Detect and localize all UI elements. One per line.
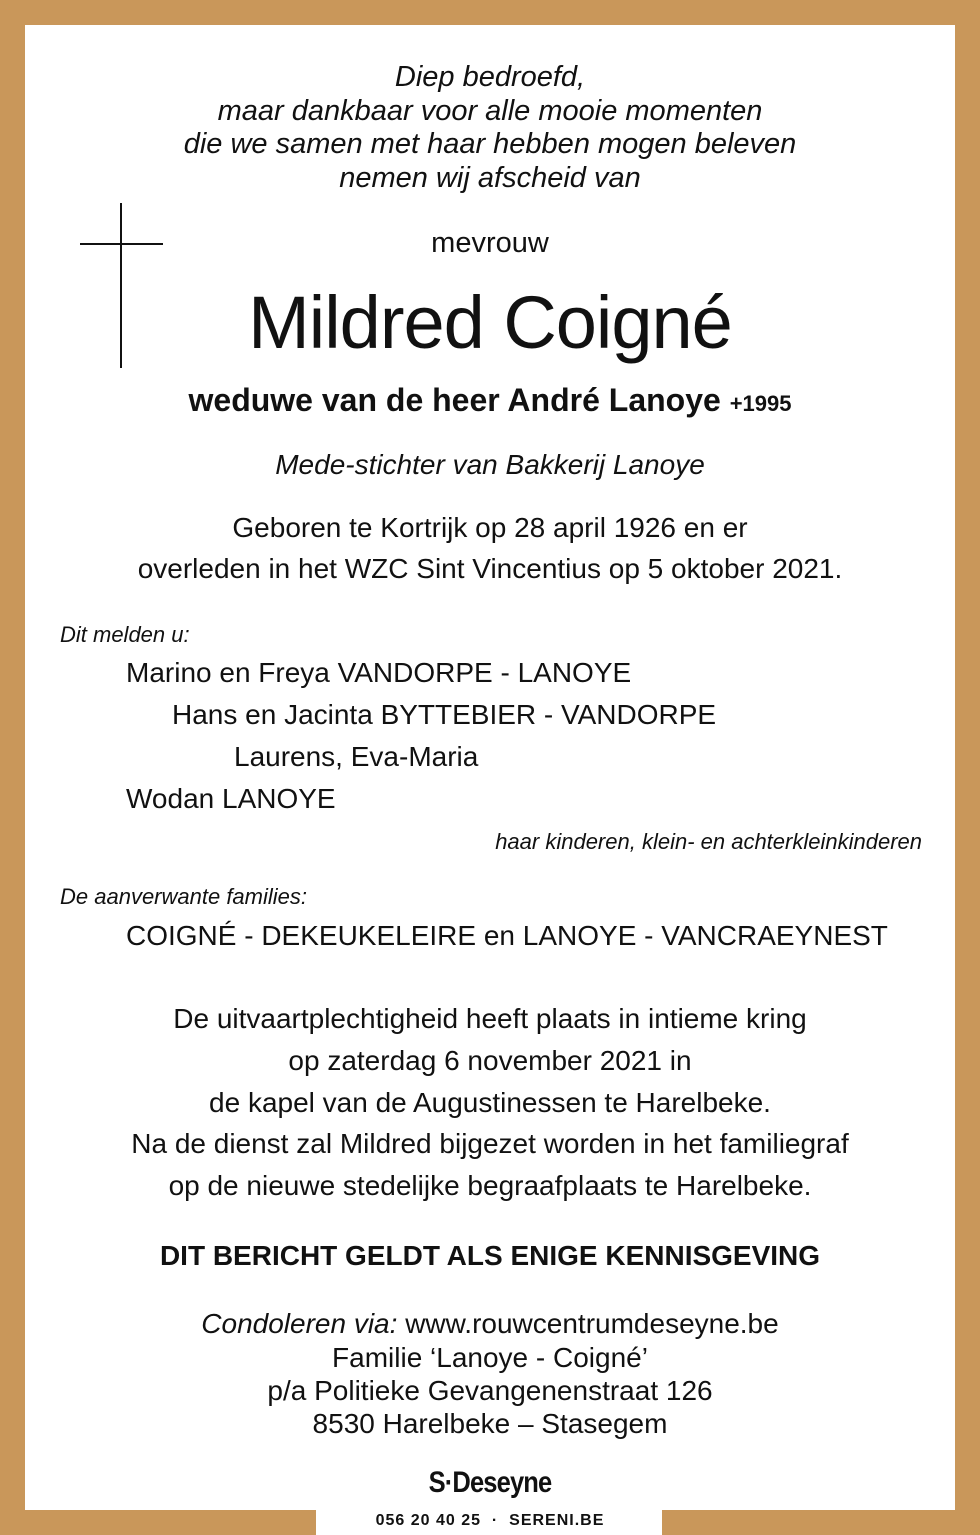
widow-of-text: weduwe van de heer André Lanoye <box>188 382 721 418</box>
intro-line: maar dankbaar voor alle mooie momenten <box>217 95 763 127</box>
funeral-home-logo: S·Deseyne <box>428 1466 552 1499</box>
condolence-line <box>0 1308 980 1340</box>
birth-death-line: overleden in het WZC Sint Vincentius op 5 oktober 2021. <box>137 553 843 584</box>
announcer: Laurens, Eva-Maria <box>234 741 479 772</box>
intro-line: Diep bedroefd, <box>394 61 586 93</box>
notice-statement: DIT BERICHT GELDT ALS ENIGE KENNISGEVING <box>159 1240 821 1271</box>
condolence-label: Condoleren via: <box>201 1308 398 1339</box>
announcer: Hans en Jacinta BYTTEBIER - VANDORPE <box>172 699 717 730</box>
address-line: p/a Politieke Gevangenenstraat 126 <box>267 1375 713 1406</box>
families: COIGNÉ - DEKEUKELEIRE en LANOYE - VANCRAEYNEST <box>126 920 888 951</box>
ceremony-line: de kapel van de Augustinessen te Harelbeke. <box>209 1087 771 1118</box>
condolence-url[interactable]: www.rouwcentrumdeseyne.be <box>405 1308 779 1339</box>
address-line: Familie ‘Lanoye - Coigné’ <box>332 1342 648 1373</box>
deceased-name: Mildred Coigné <box>248 281 732 364</box>
ceremony-line: op de nieuwe stedelijke begraafplaats te Harelbeke. <box>168 1170 812 1201</box>
footer-contact <box>0 1512 980 1530</box>
address-line: 8530 Harelbeke – Stasegem <box>312 1408 668 1439</box>
announcers-relation: haar kinderen, klein- en achterkleinkinderen <box>495 829 922 854</box>
ceremony-line: op zaterdag 6 november 2021 in <box>288 1045 692 1076</box>
birth-death-line: Geboren te Kortrijk op 28 april 1926 en er <box>232 512 748 543</box>
widow-of <box>0 382 980 419</box>
role: Mede-stichter van Bakkerij Lanoye <box>275 449 705 480</box>
footer-separator: · <box>491 1512 499 1529</box>
intro-line: nemen wij afscheid van <box>339 162 641 194</box>
families-label: De aanverwante families: <box>60 884 308 909</box>
widow-death-year: +1995 <box>729 391 792 416</box>
announcer: Marino en Freya VANDORPE - LANOYE <box>126 657 632 688</box>
footer-phone: 056 20 40 25 <box>375 1512 482 1529</box>
ceremony-line: De uitvaartplechtigheid heeft plaats in intieme kring <box>173 1003 807 1034</box>
title-prefix: mevrouw <box>431 227 549 259</box>
intro-line: die we samen met haar hebben mogen beleven <box>183 128 797 160</box>
ceremony-line: Na de dienst zal Mildred bijgezet worden in het familiegraf <box>131 1128 849 1159</box>
announcer: Wodan LANOYE <box>126 783 336 814</box>
footer-site: SERENI.BE <box>509 1512 605 1529</box>
announcers-label: Dit melden u: <box>60 622 190 647</box>
